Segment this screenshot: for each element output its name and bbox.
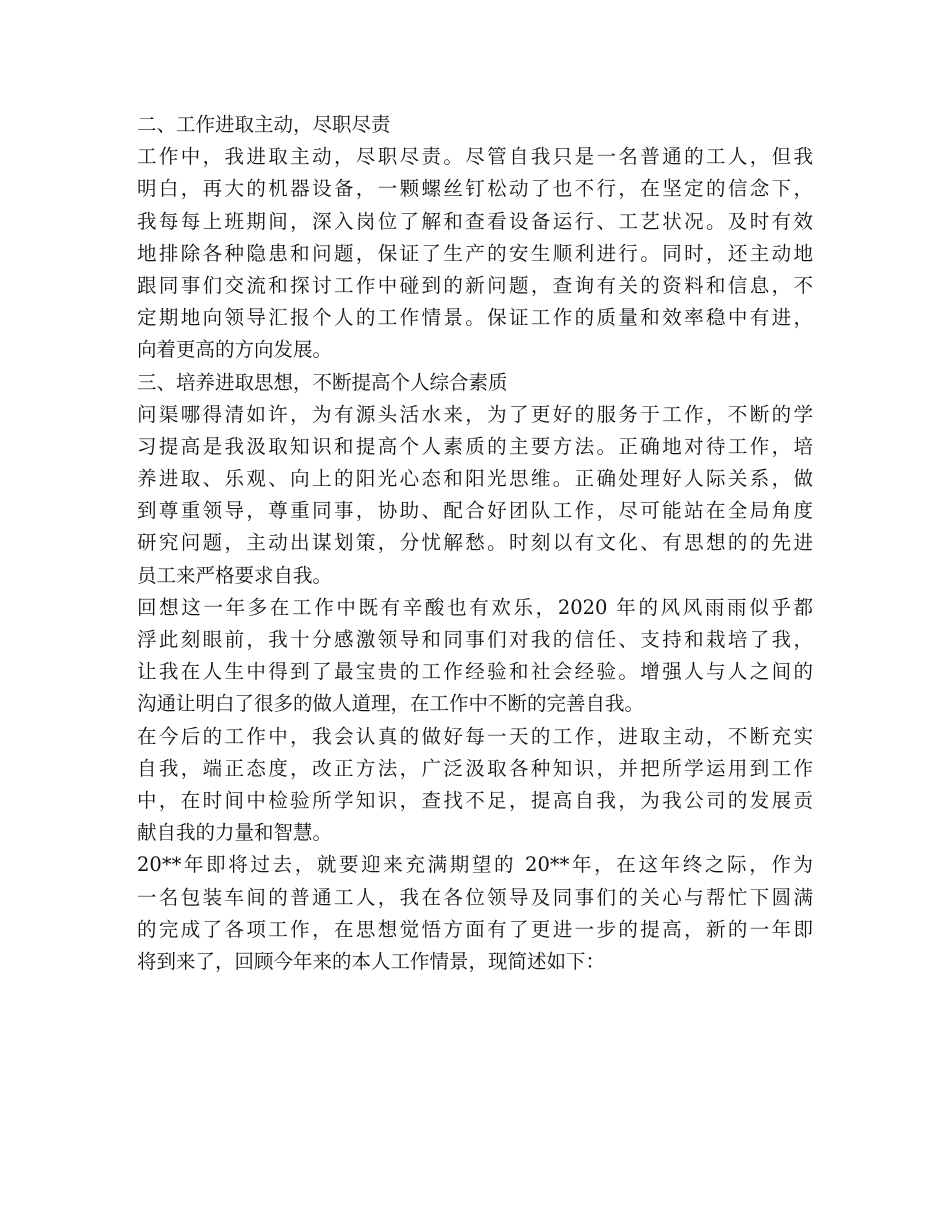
text-line: 养进取、乐观、向上的阳光心态和阳光思维。正确处理好人际关系，做 xyxy=(137,467,813,491)
text-line: 的完成了各项工作，在思想觉悟方面有了更进一步的提高，新的一年即 xyxy=(137,917,813,941)
text-line: 定期地向领导汇报个人的工作情景。保证工作的质量和效率稳中有进， xyxy=(137,306,813,330)
text-line: 员工来严格要求自我。 xyxy=(137,563,333,587)
text-line: 三、培养进取思想，不断提高个人综合素质 xyxy=(137,370,508,394)
text-line: 我每每上班期间，深入岗位了解和查看设备运行、工艺状况。及时有效 xyxy=(137,209,813,233)
text-line: 沟通让明白了很多的做人道理，在工作中不断的完善自我。 xyxy=(137,692,645,716)
text-line: 研究问题，主动出谋划策，分忧解愁。时刻以有文化、有思想的的先进 xyxy=(137,531,813,555)
text-line: 地排除各种隐患和问题，保证了生产的安生顺利进行。同时，还主动地 xyxy=(137,241,813,265)
text-line: 问渠哪得清如许，为有源头活水来，为了更好的服务于工作，不断的学 xyxy=(137,402,813,426)
text-line: 中，在时间中检验所学知识，查找不足，提高自我，为我公司的发展贡 xyxy=(137,788,813,812)
text-line: 工作中，我进取主动，尽职尽责。尽管自我只是一名普通的工人，但我 xyxy=(137,145,813,169)
text-line: 浮此刻眼前，我十分感激领导和同事们对我的信任、支持和栽培了我， xyxy=(137,628,813,651)
document-body xyxy=(137,109,820,978)
text-line: 向着更高的方向发展。 xyxy=(137,338,333,362)
text-line: 自我，端正态度，改正方法，广泛汲取各种知识，并把所学运用到工作 xyxy=(137,756,813,780)
text-line: 将到来了，回顾今年来的本人工作情景，现简述如下： xyxy=(137,949,606,973)
text-line: 回想这一年多在工作中既有辛酸也有欢乐，2020 年的风风雨雨似乎都 xyxy=(137,595,813,619)
text-line: 让我在人生中得到了最宝贵的工作经验和社会经验。增强人与人之间的 xyxy=(137,660,813,684)
text-line: 跟同事们交流和探讨工作中碰到的新问题，查询有关的资料和信息，不 xyxy=(137,273,813,297)
text-line: 明白，再大的机器设备，一颗螺丝钉松动了也不行，在坚定的信念下， xyxy=(137,177,813,201)
text-line: 20**年即将过去，就要迎来充满期望的 20**年，在这年终之际，作为 xyxy=(137,853,813,877)
text-line: 二、工作进取主动，尽职尽责 xyxy=(137,113,391,136)
text-line: 在今后的工作中，我会认真的做好每一天的工作，进取主动，不断充实 xyxy=(137,724,813,748)
text-line: 习提高是我汲取知识和提高个人素质的主要方法。正确地对待工作，培 xyxy=(137,434,813,458)
text-line: 献自我的力量和智慧。 xyxy=(137,821,333,845)
text-line: 一名包装车间的普通工人，我在各位领导及同事们的关心与帮忙下圆满 xyxy=(137,885,813,909)
text-line: 到尊重领导，尊重同事，协助、配合好团队工作，尽可能站在全局角度 xyxy=(137,499,813,523)
